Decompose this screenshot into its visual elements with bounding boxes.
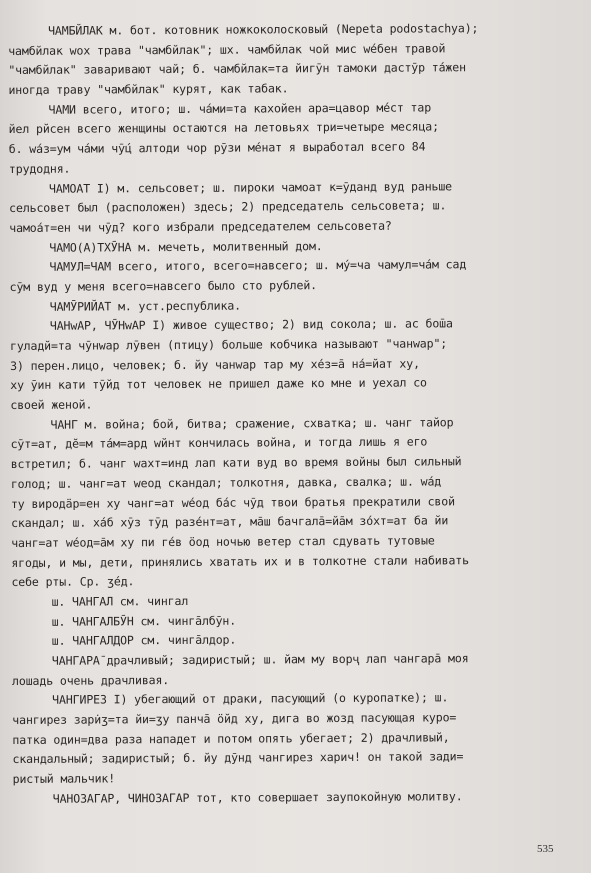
text-line: голод; ш. чанг=ат wеод скандал; толкотня, давка, свалка; ш. wа́д bbox=[10, 474, 442, 491]
text-line: ш. ЧАНГАЛ см. чингал bbox=[51, 593, 189, 609]
text-line: ЧАМУЛ=ЧАМ всего, итого, всего=навсего; ш. му́=ча чамул=ча́м сад bbox=[49, 257, 467, 275]
text-line: лошадь очень драчливая. bbox=[11, 672, 170, 688]
text-line: себе рты. Ср. ӡе́д. bbox=[11, 574, 135, 590]
text-line: ЧАНГАРА̄ драчливый; задиристый; ш. йам му ворҷ лап чангара̄ моя bbox=[51, 651, 469, 668]
text-line: ЧАНОЗАГАР, ЧИНОЗАГАР тот, кто совершает заупокойную молитву. bbox=[52, 789, 463, 806]
page-number: 535 bbox=[537, 843, 554, 855]
text-line: ЧАМОАТ I) м. сельсовет; ш. пироки чамоат к=ӯданд вуд раньше bbox=[48, 178, 453, 196]
text-line: ягоды, и мы, дети, принялись хватать их и в толкотне стали набивать bbox=[11, 552, 469, 570]
text-line: гуладй=та чӯнwар лӯвен (птицу) больше кобчика называют "чанwар"; bbox=[9, 336, 448, 353]
text-line: ЧАНГИРЕЗ I) убегающий от драки, пасующий (о куропатке); ш. bbox=[52, 690, 449, 708]
text-line: 3) перен.лицо, человек; б. йу чанwар тар му хе́з=а̄ на́=йат ху, bbox=[10, 356, 420, 373]
text-line: йел рйсен всего женщины остаются на летовьях три=четыре месяца; bbox=[8, 119, 439, 137]
text-line: ш. ЧАНГАЛБӮН см. чинга̄лбӯн. bbox=[51, 613, 237, 629]
text-line: ту виродӓр=ен ху чанг=ат wе́од ба́с чӯд твои братья прекратили свой bbox=[10, 493, 455, 511]
text-line: сӯт=ат, дӗ=м та́м=ард wйнт кончилась война, и тогда лишь я его bbox=[10, 434, 428, 452]
text-line: чангирез зари̇ӡ=та йи=ӡу панча̄ ӧйд ху, дига во жозд пасующая куро= bbox=[12, 710, 457, 728]
text-line: патка один=два раза нападет и потом опять убегает; 2) драчливый, bbox=[12, 730, 450, 747]
text-line: иногда траву "чамбйлак" курят, как табак. bbox=[8, 81, 289, 98]
text-line: ЧАНwАР, ЧӮНwАР I) живое существо; 2) вид сокола; ш. ас бош̄а bbox=[49, 316, 453, 334]
text-line: сӯм вуд у меня всего=навсего было сто рублей. bbox=[9, 278, 318, 294]
text-line: своей женой. bbox=[10, 397, 93, 413]
text-line: скандальный; задиристый; б. йу дӯнд чангирез харич! он такой зади= bbox=[12, 749, 464, 767]
text-line: ЧАМӮРИЙАТ м. уст.республика. bbox=[49, 298, 242, 314]
text-line: б. wа́з=ум ча́ми чӯ́ц алтоди чор рӯзи ме́нат я выработал всего 84 bbox=[8, 139, 426, 157]
text-line: ш. ЧАНГАЛДОР см. чинга̄лдор. bbox=[51, 632, 237, 649]
text-line: чанг=ат wе́од=а̄м ху пи ге́в ӧод ночью ветер стал сдувать тутовые bbox=[11, 533, 435, 550]
text-line: встретил; б. чанг wахт=инд лап кати вуд во время войны был сильный bbox=[10, 454, 462, 472]
dictionary-text bbox=[8, 18, 589, 809]
text-line: "чамбйлак" заваривают чай; б. чамбйлак=та йигӯн тамоки дастӯр та́жен bbox=[8, 60, 466, 78]
text-line: сельсовет был (расположен) здесь; 2) председатель сельсовета; ш. bbox=[9, 198, 447, 216]
text-line: трудодня. bbox=[8, 161, 71, 176]
text-line: ЧАМИ всего, итого; ш. ча́ми=та кахойен ара=цавор ме́ст тар bbox=[48, 100, 432, 117]
text-line: ЧАМБЙЛАК м. бот. котовник ножкоколосковый (Nepeta podostachya); bbox=[48, 21, 479, 38]
text-line: ЧАМО(А)ТХӮНА м. мечеть, молитвенный дом. bbox=[49, 238, 323, 255]
text-line: ристый мальчик! bbox=[12, 771, 116, 787]
text-line: чамбйлак wох трава "чамбйлак"; шх. чамбйлак чой мис wе́бен травой bbox=[8, 41, 446, 58]
text-line: скандал; ш. ха́б хӯз тӯд разе́нт=ат, ма̄ш бачгала̄=йа̄м зо́хт=ат ба йи bbox=[11, 513, 449, 531]
text-line: чамоа́т=ен чи чӯд? кого избрали председателем сельсовета? bbox=[9, 218, 392, 235]
text-line: ху ӯин кати тӯйд тот человек не пришел даже ко мне и уехал со bbox=[10, 375, 427, 393]
text-line: ЧАНГ м. война; бой, битва; сражение, схватка; ш. чанг тайор bbox=[50, 415, 454, 432]
